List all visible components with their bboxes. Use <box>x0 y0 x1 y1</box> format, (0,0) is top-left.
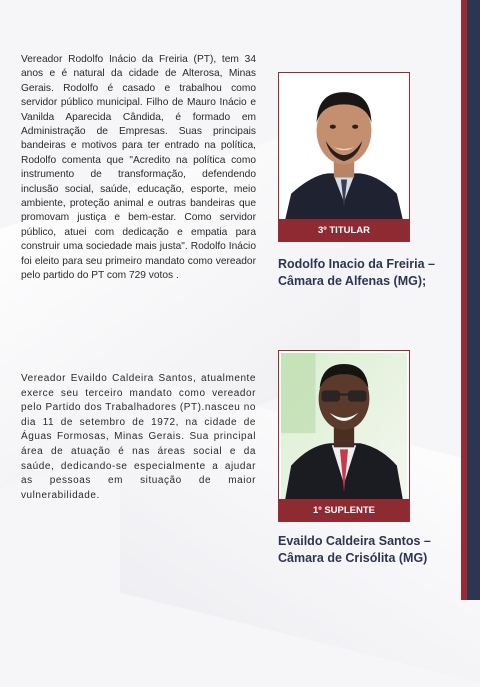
portrait-photo-rodolfo <box>281 75 407 219</box>
photo-card-evaildo <box>278 350 410 522</box>
bio-text-evaildo: Vereador Evaildo Caldeira Santos, atualmente exerce seu terceiro mandato como vereador pelo Partido dos Trabalhadores (PT).nasceu no dia 11 de setembro de 1972, na cidade de Águas Formosas, Minas Gerais. Sua principal área de atuação é nas áreas social e da saúde, dedicando-se especialmente a ajudar as pessoas em situação de maior vulnerabilidade. <box>21 373 256 501</box>
side-stripe-navy <box>467 0 480 600</box>
role-badge: 3º TITULAR <box>279 219 409 241</box>
photo-card-rodolfo <box>278 72 410 242</box>
bio-text-rodolfo: Vereador Rodolfo Inácio da Freiria (PT), tem 34 anos e é natural da cidade de Alterosa, Minas Gerais. Rodolfo é casado e trabalhou como servidor público municipal. Filho de Mauro Inácio e Vanilda Aparecida Cândida, é formado em Administração de Empresas. Suas principais bandeiras e motivos para ter entrado na política, Rodolfo comenta que "Acredito na política como instrumento de transformação, defendendo inclusão social, saúde, educação, esporte, meio ambiente, proteção animal e outras bandeiras que promovam justiça e bem-estar. Como servidor público, atuei com dedicação e empatia para construir uma sociedade mais justa". Rodolfo Inácio foi eleito para seu primeiro mandato como vereador pelo partido do PT com 729 votos . <box>21 54 256 282</box>
portrait-photo-evaildo <box>281 353 407 499</box>
name-caption-evaildo: Evaildo Caldeira Santos – Câmara de Crisólita (MG) <box>278 534 431 565</box>
role-badge: 1º SUPLENTE <box>279 499 409 521</box>
name-caption-rodolfo: Rodolfo Inacio da Freiria – Câmara de Alfenas (MG); <box>278 257 435 288</box>
